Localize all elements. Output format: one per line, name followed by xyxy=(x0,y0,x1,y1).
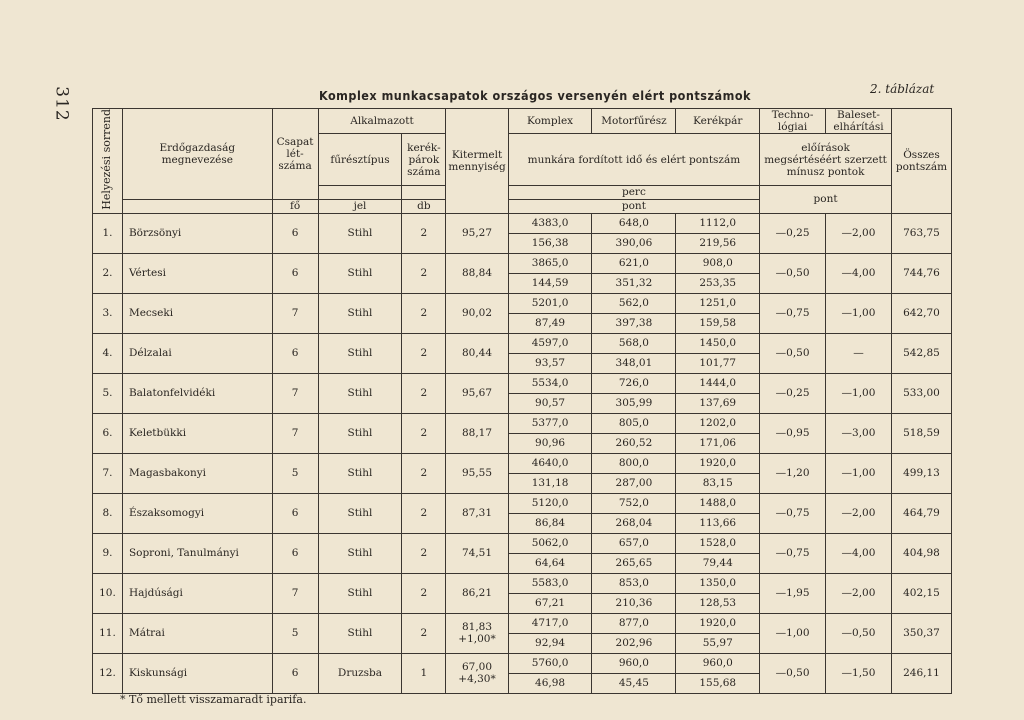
chainsaw-time-cell: 752,0 xyxy=(592,493,676,513)
table-row xyxy=(93,453,952,473)
chainsaw-time-cell: 800,0 xyxy=(592,453,676,473)
rank-cell: 4. xyxy=(93,333,123,373)
safety-penalty-cell: —2,00 xyxy=(826,493,892,533)
safety-header: Baleset-elhárítási xyxy=(826,109,892,134)
bicycle-time-cell: 908,0 xyxy=(676,253,760,273)
saw-type-cell: Druzsba xyxy=(318,653,402,693)
bicycle-score-cell: 159,58 xyxy=(676,313,760,333)
saw-type-cell: Stihl xyxy=(318,533,402,573)
safety-penalty-cell: —2,00 xyxy=(826,573,892,613)
techno-penalty-cell: —0,75 xyxy=(760,533,826,573)
bicycle-score-cell: 128,53 xyxy=(676,593,760,613)
harvested-header: Kitermelt mennyiség xyxy=(446,109,508,214)
bicycle-score-cell: 101,77 xyxy=(676,353,760,373)
chainsaw-score-cell: 390,06 xyxy=(592,233,676,253)
table-row xyxy=(93,533,952,553)
bicycle-score-cell: 219,56 xyxy=(676,233,760,253)
bicycle-time-cell: 1251,0 xyxy=(676,293,760,313)
total-score-cell: 464,79 xyxy=(891,493,951,533)
complex-score-cell: 46,98 xyxy=(508,673,592,693)
harvested-value: 87,31 xyxy=(461,507,493,520)
rank-cell: 12. xyxy=(93,653,123,693)
safety-penalty-cell: — xyxy=(826,333,892,373)
wheel-pairs-header: kerék-párok száma xyxy=(402,134,446,186)
bicycle-score-cell: 137,69 xyxy=(676,393,760,413)
harvested-cell xyxy=(446,373,508,413)
saw-type-cell: Stihl xyxy=(318,373,402,413)
team-size-cell: 6 xyxy=(272,253,318,293)
bicycle-score-cell: 171,06 xyxy=(676,433,760,453)
bicycle-time-cell: 960,0 xyxy=(676,653,760,673)
results-table xyxy=(92,108,952,694)
table-row xyxy=(93,253,952,273)
chainsaw-time-cell: 568,0 xyxy=(592,333,676,353)
total-score-cell: 404,98 xyxy=(891,533,951,573)
complex-time-cell: 5760,0 xyxy=(508,653,592,673)
wheel-pairs-cell: 2 xyxy=(402,373,446,413)
harvested-value: 90,02 xyxy=(461,307,493,320)
complex-score-cell: 64,64 xyxy=(508,553,592,573)
chainsaw-time-cell: 853,0 xyxy=(592,573,676,593)
bicycle-time-cell: 1450,0 xyxy=(676,333,760,353)
chainsaw-time-cell: 726,0 xyxy=(592,373,676,393)
techno-penalty-cell: —1,20 xyxy=(760,453,826,493)
chainsaw-time-cell: 648,0 xyxy=(592,213,676,233)
table-row xyxy=(93,493,952,513)
wheel-pairs-cell: 2 xyxy=(402,573,446,613)
rank-cell: 9. xyxy=(93,533,123,573)
chainsaw-score-cell: 287,00 xyxy=(592,473,676,493)
page-number: 312 xyxy=(51,86,72,122)
saw-unit-spacer xyxy=(318,186,402,200)
techno-penalty-cell: —0,50 xyxy=(760,333,826,373)
team-size-cell: 6 xyxy=(272,533,318,573)
wheel-pairs-cell: 2 xyxy=(402,213,446,253)
saw-type-cell: Stihl xyxy=(318,333,402,373)
complex-score-cell: 131,18 xyxy=(508,473,592,493)
bicycle-score-cell: 83,15 xyxy=(676,473,760,493)
saw-type-cell: Stihl xyxy=(318,293,402,333)
complex-score-cell: 67,21 xyxy=(508,593,592,613)
harvested-value: 80,44 xyxy=(461,347,493,360)
techno-penalty-cell: —1,95 xyxy=(760,573,826,613)
rank-cell: 11. xyxy=(93,613,123,653)
team-size-cell: 7 xyxy=(272,573,318,613)
saw-type-cell: Stihl xyxy=(318,413,402,453)
harvested-value: 74,51 xyxy=(461,547,493,560)
team-size-cell: 6 xyxy=(272,213,318,253)
time-unit-header: perc xyxy=(508,186,759,200)
complex-score-cell: 90,96 xyxy=(508,433,592,453)
chainsaw-score-cell: 202,96 xyxy=(592,633,676,653)
complex-score-cell: 87,49 xyxy=(508,313,592,333)
complex-time-cell: 5201,0 xyxy=(508,293,592,313)
rank-cell: 10. xyxy=(93,573,123,613)
chainsaw-score-cell: 351,32 xyxy=(592,273,676,293)
chainsaw-time-cell: 877,0 xyxy=(592,613,676,633)
chainsaw-score-cell: 305,99 xyxy=(592,393,676,413)
table-label: 2. táblázat xyxy=(870,82,935,96)
bicycle-score-cell: 113,66 xyxy=(676,513,760,533)
bicycle-score-cell: 55,97 xyxy=(676,633,760,653)
wheel-unit-header: db xyxy=(402,199,446,213)
harvested-cell xyxy=(446,613,508,653)
used-header: Alkalmazott xyxy=(318,109,446,134)
chainsaw-score-cell: 210,36 xyxy=(592,593,676,613)
total-score-cell: 402,15 xyxy=(891,573,951,613)
harvested-value: 95,67 xyxy=(461,387,493,400)
table-body xyxy=(93,213,952,693)
bicycle-time-cell: 1488,0 xyxy=(676,493,760,513)
complex-time-cell: 5120,0 xyxy=(508,493,592,513)
team-unit-header: fő xyxy=(272,199,318,213)
safety-penalty-cell: —1,00 xyxy=(826,373,892,413)
rank-cell: 7. xyxy=(93,453,123,493)
techno-penalty-cell: —0,95 xyxy=(760,413,826,453)
techno-penalty-cell: —0,25 xyxy=(760,373,826,413)
table-row xyxy=(93,653,952,673)
total-header: Összes pontszám xyxy=(891,109,951,214)
chainsaw-time-cell: 960,0 xyxy=(592,653,676,673)
techno-penalty-cell: —0,75 xyxy=(760,293,826,333)
table-row xyxy=(93,293,952,313)
harvested-value: 95,55 xyxy=(461,467,493,480)
team-size-cell: 6 xyxy=(272,333,318,373)
chainsaw-time-cell: 657,0 xyxy=(592,533,676,553)
bicycle-time-cell: 1202,0 xyxy=(676,413,760,433)
harvested-cell xyxy=(446,453,508,493)
saw-unit-header: jel xyxy=(318,199,402,213)
harvested-value: 88,84 xyxy=(461,267,493,280)
table-row xyxy=(93,213,952,233)
score-unit-header: pont xyxy=(508,199,759,213)
name-cell: Börzsönyi xyxy=(122,213,272,253)
rank-cell: 2. xyxy=(93,253,123,293)
total-score-cell: 499,13 xyxy=(891,453,951,493)
complex-time-cell: 4597,0 xyxy=(508,333,592,353)
chainsaw-score-cell: 260,52 xyxy=(592,433,676,453)
rank-cell: 6. xyxy=(93,413,123,453)
team-size-cell: 5 xyxy=(272,453,318,493)
wheel-pairs-cell: 2 xyxy=(402,253,446,293)
work-time-header: munkára fordított idő és elért pontszám xyxy=(508,134,759,186)
name-cell: Vértesi xyxy=(122,253,272,293)
wheel-pairs-cell: 2 xyxy=(402,613,446,653)
harvested-cell xyxy=(446,253,508,293)
bicycle-time-cell: 1350,0 xyxy=(676,573,760,593)
harvested-cell xyxy=(446,293,508,333)
name-cell: Magasbakonyi xyxy=(122,453,272,493)
safety-penalty-cell: —4,00 xyxy=(826,533,892,573)
wheel-pairs-cell: 2 xyxy=(402,333,446,373)
complex-time-cell: 5377,0 xyxy=(508,413,592,433)
harvested-cell xyxy=(446,213,508,253)
team-size-cell: 7 xyxy=(272,413,318,453)
footnote: * Tő mellett visszamaradt iparifa. xyxy=(120,693,307,706)
bicycle-time-cell: 1528,0 xyxy=(676,533,760,553)
team-unit-header-blank xyxy=(122,199,272,213)
chainsaw-score-cell: 268,04 xyxy=(592,513,676,533)
chainsaw-score-cell: 397,38 xyxy=(592,313,676,333)
bicycle-header: Kerékpár xyxy=(676,109,760,134)
team-size-cell: 6 xyxy=(272,653,318,693)
total-score-cell: 744,76 xyxy=(891,253,951,293)
techno-penalty-cell: —0,25 xyxy=(760,213,826,253)
name-cell: Mátrai xyxy=(122,613,272,653)
techno-header: Techno-lógiai xyxy=(760,109,826,134)
harvested-cell xyxy=(446,653,508,693)
saw-type-cell: Stihl xyxy=(318,253,402,293)
harvested-value: 88,17 xyxy=(461,427,493,440)
saw-type-cell: Stihl xyxy=(318,573,402,613)
table-header xyxy=(93,109,952,214)
harvested-cell xyxy=(446,533,508,573)
total-score-cell: 246,11 xyxy=(891,653,951,693)
safety-penalty-cell: —1,50 xyxy=(826,653,892,693)
techno-penalty-cell: —0,75 xyxy=(760,493,826,533)
harvested-cell xyxy=(446,333,508,373)
bicycle-time-cell: 1112,0 xyxy=(676,213,760,233)
chainsaw-score-cell: 348,01 xyxy=(592,353,676,373)
complex-header: Komplex xyxy=(508,109,592,134)
total-score-cell: 350,37 xyxy=(891,613,951,653)
complex-score-cell: 90,57 xyxy=(508,393,592,413)
wheel-pairs-cell: 2 xyxy=(402,533,446,573)
complex-time-cell: 5062,0 xyxy=(508,533,592,553)
chainsaw-score-cell: 45,45 xyxy=(592,673,676,693)
saw-type-cell: Stihl xyxy=(318,213,402,253)
harvested-extra: +1,00* xyxy=(458,633,496,646)
harvested-value: 86,21 xyxy=(461,587,493,600)
harvested-extra: +4,30* xyxy=(458,673,496,686)
wheel-pairs-cell: 2 xyxy=(402,493,446,533)
complex-score-cell: 86,84 xyxy=(508,513,592,533)
name-cell: Balatonfelvidéki xyxy=(122,373,272,413)
bicycle-score-cell: 253,35 xyxy=(676,273,760,293)
safety-penalty-cell: —4,00 xyxy=(826,253,892,293)
chainsaw-header: Motorfűrész xyxy=(592,109,676,134)
rank-cell: 3. xyxy=(93,293,123,333)
safety-penalty-cell: —3,00 xyxy=(826,413,892,453)
chainsaw-score-cell: 265,65 xyxy=(592,553,676,573)
safety-penalty-cell: —0,50 xyxy=(826,613,892,653)
table-row xyxy=(93,333,952,353)
wheel-pairs-cell: 2 xyxy=(402,453,446,493)
chainsaw-time-cell: 621,0 xyxy=(592,253,676,273)
rank-header: Helyezési sorrend xyxy=(93,109,123,214)
saw-type-header: fűrésztípus xyxy=(318,134,402,186)
chainsaw-time-cell: 805,0 xyxy=(592,413,676,433)
name-cell: Keletbükki xyxy=(122,413,272,453)
wheel-pairs-cell: 1 xyxy=(402,653,446,693)
complex-time-cell: 4383,0 xyxy=(508,213,592,233)
team-size-cell: 6 xyxy=(272,493,318,533)
wheel-unit-spacer xyxy=(402,186,446,200)
complex-time-cell: 3865,0 xyxy=(508,253,592,273)
harvested-cell xyxy=(446,573,508,613)
rank-cell: 1. xyxy=(93,213,123,253)
total-score-cell: 542,85 xyxy=(891,333,951,373)
violations-header: előírások megsértéséért szerzett mínusz pontok xyxy=(760,134,892,186)
name-cell: Északsomogyi xyxy=(122,493,272,533)
team-size-cell: 7 xyxy=(272,293,318,333)
table-row xyxy=(93,613,952,633)
wheel-pairs-cell: 2 xyxy=(402,293,446,333)
bicycle-time-cell: 1920,0 xyxy=(676,613,760,633)
complex-score-cell: 92,94 xyxy=(508,633,592,653)
name-header: Erdőgazdaság megnevezése xyxy=(122,109,272,200)
bicycle-time-cell: 1444,0 xyxy=(676,373,760,393)
name-cell: Hajdúsági xyxy=(122,573,272,613)
team-size-cell: 7 xyxy=(272,373,318,413)
harvested-value: 67,00 xyxy=(461,661,493,674)
name-cell: Mecseki xyxy=(122,293,272,333)
harvested-value: 81,83 xyxy=(461,621,493,634)
saw-type-cell: Stihl xyxy=(318,493,402,533)
techno-penalty-cell: —0,50 xyxy=(760,253,826,293)
team-size-header: Csapat lét-száma xyxy=(272,109,318,200)
harvested-cell xyxy=(446,493,508,533)
wheel-pairs-cell: 2 xyxy=(402,413,446,453)
total-score-cell: 642,70 xyxy=(891,293,951,333)
chainsaw-time-cell: 562,0 xyxy=(592,293,676,313)
complex-score-cell: 156,38 xyxy=(508,233,592,253)
complex-time-cell: 4640,0 xyxy=(508,453,592,473)
name-cell: Kiskunsági xyxy=(122,653,272,693)
table-title: Komplex munkacsapatok országos versenyén elért pontszámok xyxy=(318,88,752,103)
team-size-cell: 5 xyxy=(272,613,318,653)
complex-score-cell: 93,57 xyxy=(508,353,592,373)
table-row xyxy=(93,573,952,593)
harvested-cell xyxy=(446,413,508,453)
total-score-cell: 518,59 xyxy=(891,413,951,453)
techno-penalty-cell: —1,00 xyxy=(760,613,826,653)
bicycle-time-cell: 1920,0 xyxy=(676,453,760,473)
complex-time-cell: 5583,0 xyxy=(508,573,592,593)
complex-time-cell: 5534,0 xyxy=(508,373,592,393)
table-row xyxy=(93,413,952,433)
bicycle-score-cell: 155,68 xyxy=(676,673,760,693)
total-score-cell: 533,00 xyxy=(891,373,951,413)
safety-penalty-cell: —1,00 xyxy=(826,453,892,493)
table-row xyxy=(93,373,952,393)
name-cell: Délzalai xyxy=(122,333,272,373)
techno-penalty-cell: —0,50 xyxy=(760,653,826,693)
harvested-value: 95,27 xyxy=(461,227,493,240)
rank-cell: 8. xyxy=(93,493,123,533)
rank-cell: 5. xyxy=(93,373,123,413)
name-cell: Soproni, Tanulmányi xyxy=(122,533,272,573)
safety-penalty-cell: —2,00 xyxy=(826,213,892,253)
violations-unit-header: pont xyxy=(760,186,892,214)
saw-type-cell: Stihl xyxy=(318,453,402,493)
saw-type-cell: Stihl xyxy=(318,613,402,653)
complex-time-cell: 4717,0 xyxy=(508,613,592,633)
bicycle-score-cell: 79,44 xyxy=(676,553,760,573)
safety-penalty-cell: —1,00 xyxy=(826,293,892,333)
complex-score-cell: 144,59 xyxy=(508,273,592,293)
total-score-cell: 763,75 xyxy=(891,213,951,253)
